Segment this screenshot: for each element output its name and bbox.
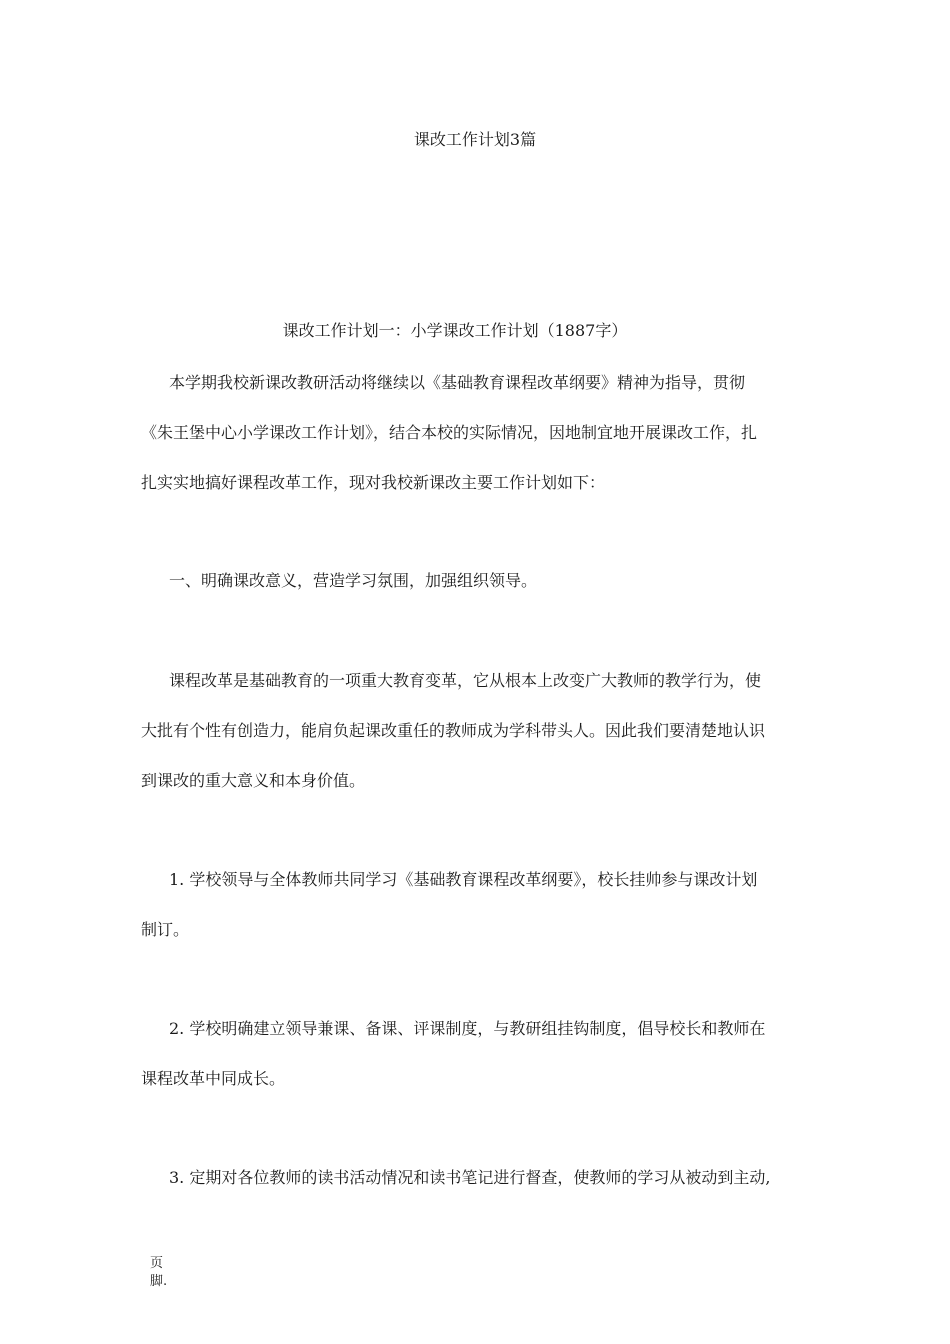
document-title: 课改工作计划3篇 xyxy=(413,130,537,149)
section-1-line-2: 大批有个性有创造力，能肩负起课改重任的教师成为学科带头人。因此我们要清楚地认识 xyxy=(141,721,766,740)
list-item-2-line-1: 2. 学校明确建立领导兼课、备课、评课制度，与教研组挂钩制度，倡导校长和教师在 xyxy=(169,1019,766,1038)
list-item-1-line-1: 1. 学校领导与全体教师共同学习《基础教育课程改革纲要》，校长挂帅参与课改计划 xyxy=(169,870,758,889)
list-item-2-line-2: 课程改革中同成长。 xyxy=(141,1069,286,1088)
intro-line-1: 本学期我校新课改教研活动将继续以《基础教育课程改革纲要》精神为指导，贯彻 xyxy=(169,373,746,392)
footer-line-2: 脚. xyxy=(150,1274,168,1289)
section-1-heading: 一、明确课改意义，营造学习氛围，加强组织领导。 xyxy=(169,571,538,590)
list-item-3-line-1: 3. 定期对各位教师的读书活动情况和读书笔记进行督查，使教师的学习从被动到主动, xyxy=(169,1168,771,1187)
section-subtitle: 课改工作计划一：小学课改工作计划（1887字） xyxy=(282,321,628,340)
section-1-line-3: 到课改的重大意义和本身价值。 xyxy=(141,771,366,790)
footer-line-1: 页 xyxy=(150,1256,164,1271)
section-1-line-1: 课程改革是基础教育的一项重大教育变革，它从根本上改变广大教师的教学行为，使 xyxy=(169,671,762,690)
intro-line-2: 《朱王堡中心小学课改工作计划》，结合本校的实际情况，因地制宜地开展课改工作，扎 xyxy=(141,423,758,442)
intro-line-3: 扎实实地搞好课程改革工作，现对我校新课改主要工作计划如下： xyxy=(141,473,606,492)
list-item-1-line-2: 制订。 xyxy=(141,920,190,939)
